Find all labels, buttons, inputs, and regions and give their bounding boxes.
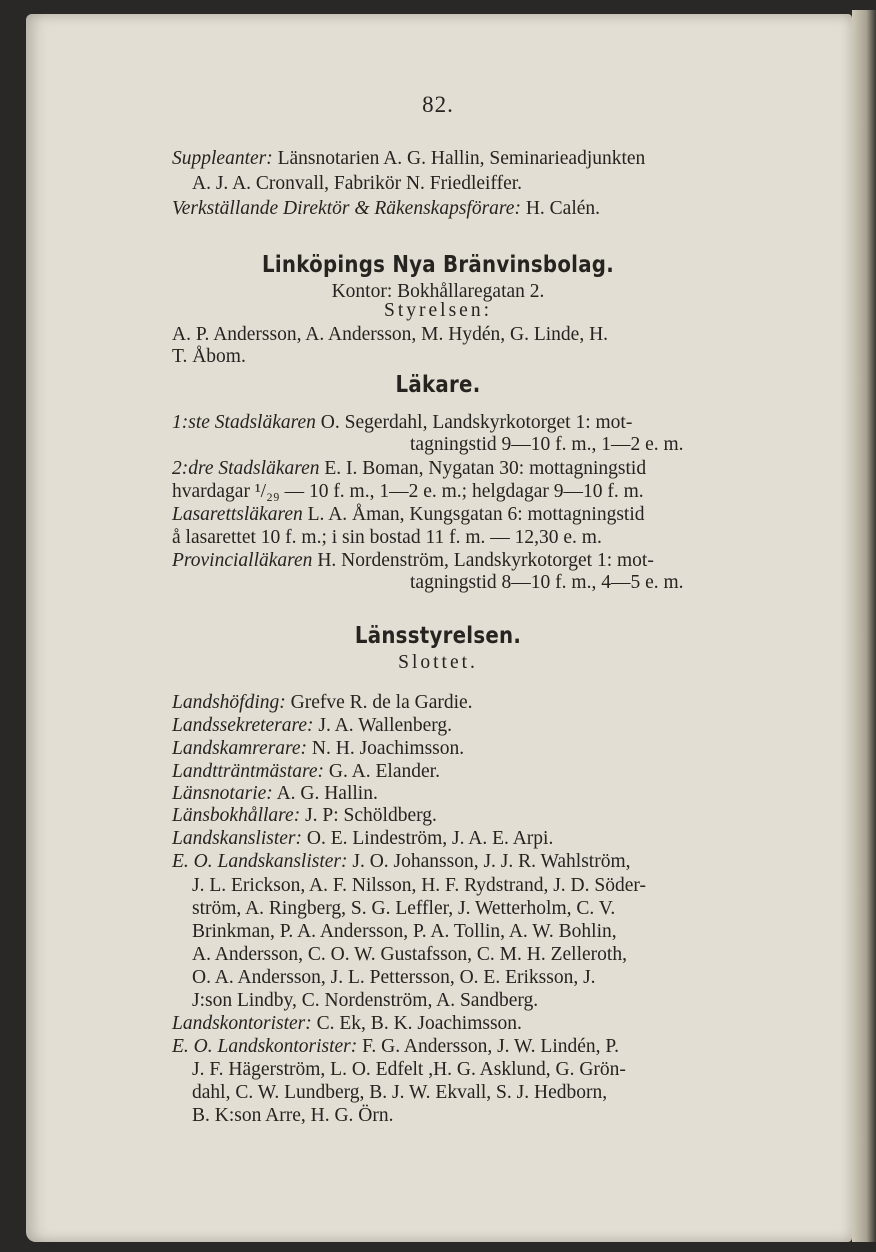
suppleanter-line — [172, 149, 645, 169]
bolag-heading: Linköpings Nya Bränvinsbolag. — [261, 252, 615, 278]
row-landskamrerare-label: Landskamrerare: — [172, 738, 308, 759]
row-landskanslister — [172, 829, 553, 849]
row-eo-landskanslister-cont-4: A. Andersson, C. O. W. Gustafsson, C. M. H. Zelleroth, — [192, 944, 627, 965]
lakare-entry-1-cont: tagningstid 9—10 f. m., 1—2 e. m. — [410, 434, 684, 455]
row-landshofding-label: Landshöfding: — [172, 692, 286, 713]
row-landshofding — [172, 693, 473, 713]
row-landssekreterare — [172, 716, 452, 736]
row-lansbokhallare-text: J. P: Schöldberg. — [300, 805, 437, 826]
row-landskontorister — [172, 1014, 522, 1034]
row-landttrantmastare-text: G. A. Elander. — [324, 761, 440, 782]
row-lansbokhallare — [172, 806, 437, 826]
row-eo-landskontorister-text: F. G. Andersson, J. W. Lindén, P. — [357, 1036, 619, 1057]
bolag-members-1: A. P. Andersson, A. Andersson, M. Hydén, G. Linde, H. — [172, 324, 609, 345]
row-eo-landskanslister-cont-6: J:son Lindby, C. Nordenström, A. Sandberg. — [192, 990, 539, 1011]
bolag-members-2: T. Åbom. — [172, 346, 246, 367]
bolag-styrelsen: Styrelsen: — [384, 300, 492, 321]
row-eo-landskanslister-text: J. O. Johansson, J. J. R. Wahlström, — [347, 851, 631, 872]
lansstyrelsen-heading: Länsstyrelsen. — [354, 623, 522, 649]
row-landshofding-text: Grefve R. de la Gardie. — [285, 692, 473, 713]
lakare-entry-1 — [172, 413, 632, 433]
lakare-entry-3-cont: å lasarettet 10 f. m.; i sin bostad 11 f. m. — 12,30 e. m. — [172, 527, 602, 548]
row-landskanslister-label: Landskanslister: — [172, 828, 303, 849]
row-eo-landskanslister — [172, 852, 631, 872]
row-landssekreterare-label: Landssekreterare: — [172, 715, 314, 736]
row-eo-landskanslister-cont-1: J. L. Erickson, A. F. Nilsson, H. F. Rydstrand, J. D. Söder- — [192, 875, 646, 896]
row-eo-landskanslister-cont-3: Brinkman, P. A. Andersson, P. A. Tollin, A. W. Bohlin, — [192, 921, 617, 942]
lakare-3-label: Lasarettsläkaren — [172, 504, 303, 525]
row-landskanslister-text: O. E. Lindeström, J. A. E. Arpi. — [302, 828, 554, 849]
row-eo-landskanslister-label: E. O. Landskanslister: — [172, 851, 348, 872]
lansstyrelsen-slottet: Slottet. — [398, 652, 478, 673]
lakare-entry-2-cont: hvardagar ¹/₂₉ — 10 f. m., 1—2 e. m.; helgdagar 9—10 f. m. — [172, 481, 644, 502]
row-landskontorister-text: C. Ek, B. K. Joachimsson. — [311, 1013, 522, 1034]
row-landttrantmastare — [172, 762, 440, 782]
lakare-4-label: Provincialläkaren — [172, 550, 313, 571]
row-lansnotarie — [172, 784, 378, 804]
row-eo-landskontorister-cont-2: dahl, C. W. Lundberg, B. J. W. Ekvall, S. J. Hedborn, — [192, 1082, 608, 1103]
lakare-1-text: O. Segerdahl, Landskyrkotorget 1: mot- — [315, 412, 633, 433]
lakare-2-label: 2:dre Stadsläkaren — [172, 458, 320, 479]
page-number: 82. — [422, 92, 454, 117]
row-eo-landskontorister-cont-1: J. F. Hägerström, L. O. Edfelt ,H. G. Asklund, G. Grön- — [192, 1059, 626, 1080]
direktor-line — [172, 199, 600, 219]
lakare-1-label: 1:ste Stadsläkaren — [172, 412, 316, 433]
lakare-entry-4-cont: tagningstid 8—10 f. m., 4—5 e. m. — [410, 572, 684, 593]
row-landssekreterare-text: J. A. Wallenberg. — [313, 715, 453, 736]
row-landskontorister-label: Landskontorister: — [172, 1013, 312, 1034]
suppleanter-text: Länsnotarien A. G. Hallin, Seminarieadjunkten — [272, 148, 646, 169]
row-landttrantmastare-label: Landtträntmästare: — [172, 761, 325, 782]
row-lansnotarie-label: Länsnotarie: — [172, 783, 273, 804]
suppleanter-cont: A. J. A. Cronvall, Fabrikör N. Friedleiffer. — [192, 173, 523, 194]
lakare-entry-2 — [172, 459, 646, 479]
direktor-label: Verkställande Direktör & Räkenskapsförare: — [172, 198, 521, 219]
suppleanter-label: Suppleanter: — [172, 148, 273, 169]
lakare-heading: Läkare. — [395, 372, 481, 398]
lakare-4-text: H. Nordenström, Landskyrkotorget 1: mot- — [312, 550, 654, 571]
row-landskamrerare — [172, 739, 464, 759]
row-eo-landskontorister — [172, 1037, 619, 1057]
lakare-3-text: L. A. Åman, Kungsgatan 6: mottagningstid — [302, 504, 645, 525]
lakare-entry-4 — [172, 551, 654, 571]
row-landskamrerare-text: N. H. Joachimsson. — [307, 738, 465, 759]
bolag-kontor: Kontor: Bokhållaregatan 2. — [331, 281, 545, 302]
lakare-entry-3 — [172, 505, 645, 525]
row-eo-landskanslister-cont-2: ström, A. Ringberg, S. G. Leffler, J. Wetterholm, C. V. — [192, 898, 616, 919]
row-lansnotarie-text: A. G. Hallin. — [272, 783, 378, 804]
row-lansbokhallare-label: Länsbokhållare: — [172, 805, 301, 826]
row-eo-landskanslister-cont-5: O. A. Andersson, J. L. Pettersson, O. E. Eriksson, J. — [192, 967, 596, 988]
row-eo-landskontorister-label: E. O. Landskontorister: — [172, 1036, 358, 1057]
row-eo-landskontorister-cont-3: B. K:son Arre, H. G. Örn. — [192, 1105, 394, 1126]
direktor-text: H. Calén. — [520, 198, 601, 219]
lakare-2-text: E. I. Boman, Nygatan 30: mottagningstid — [319, 458, 647, 479]
